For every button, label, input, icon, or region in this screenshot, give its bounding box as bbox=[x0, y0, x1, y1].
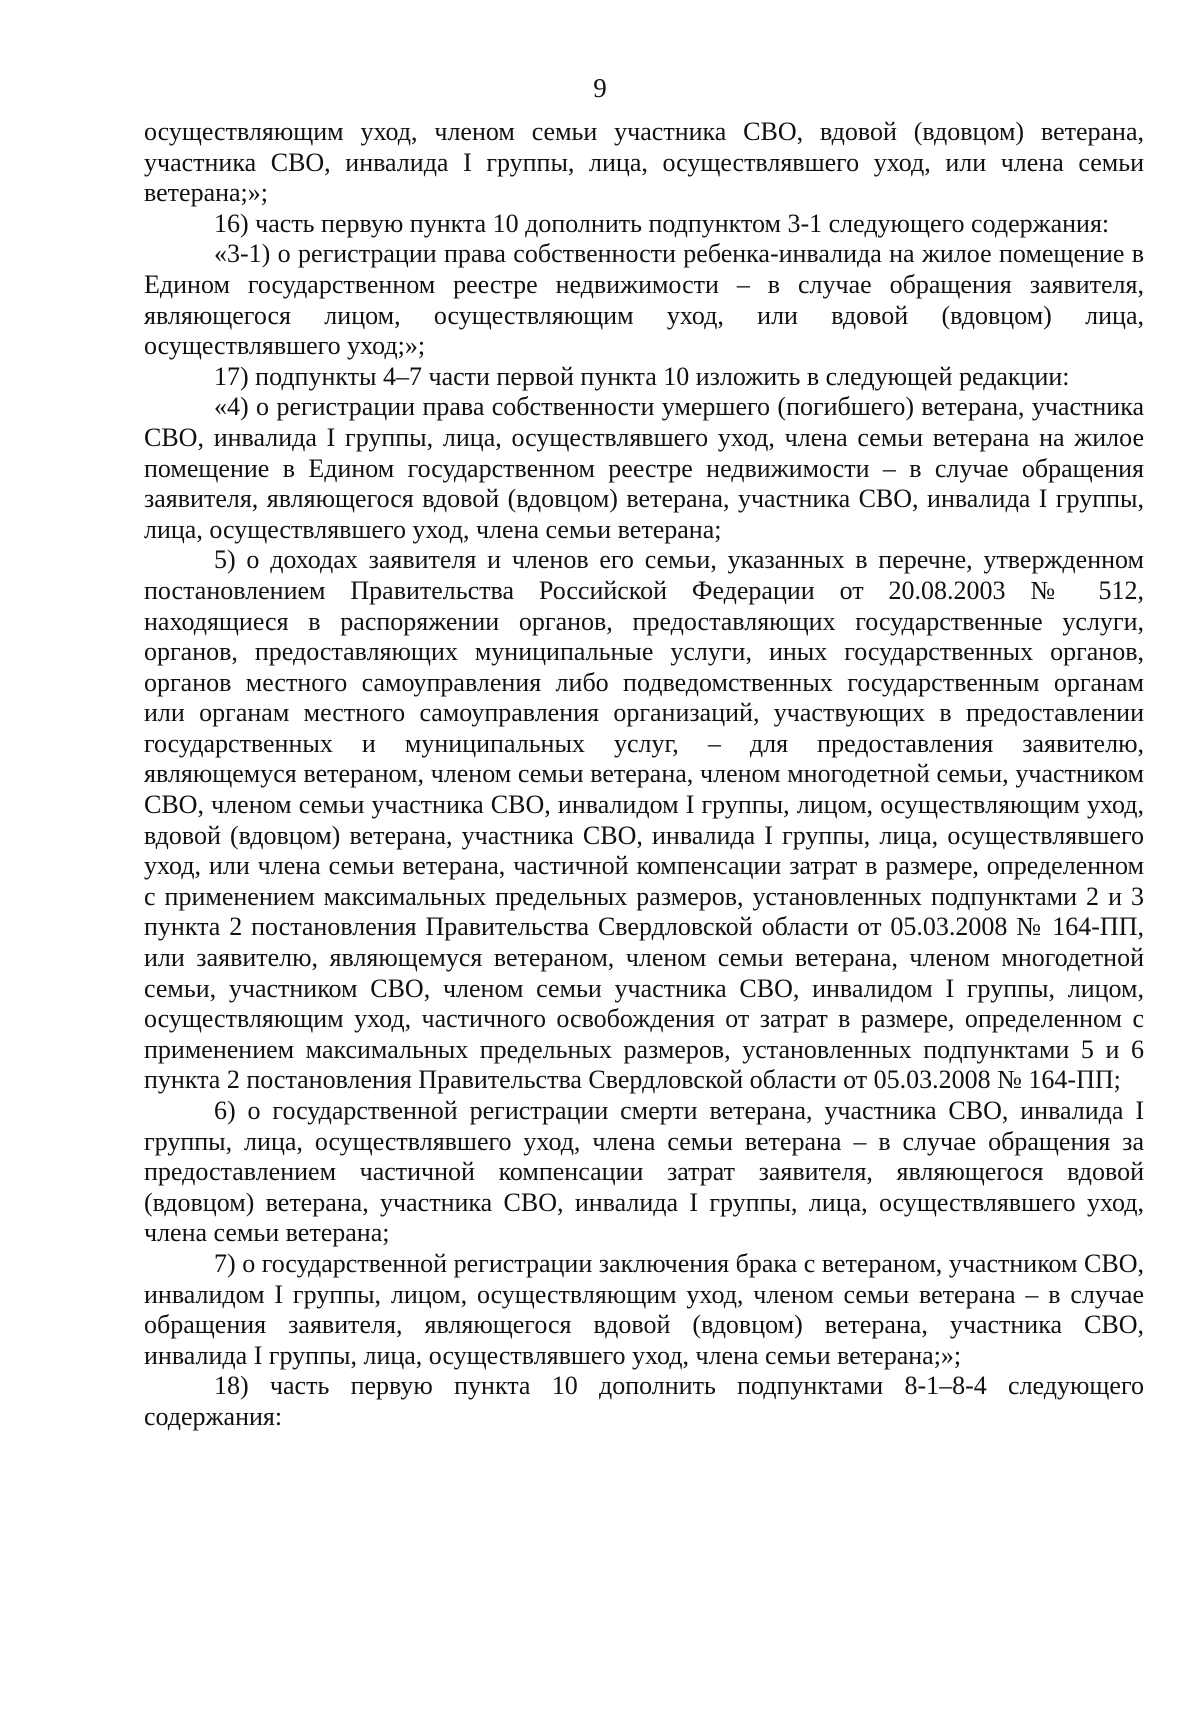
page-number: 9 bbox=[593, 73, 607, 103]
paragraph-item-18: 18) часть первую пункта 10 дополнить подпунктами 8-1–8-4 следующего содержания: bbox=[144, 1371, 1144, 1431]
paragraph-subitem-7: 7) о государственной регистрации заключения брака с ветераном, участником СВО, инвалидом I группы, лицом, осуществляющим уход, членом семьи ветерана – в случае обращения заявителя, являющегося вдовой (вдовцом) ветерана, участника СВО, инвалида I группы, лица, осуществлявшего уход, члена семьи ветерана;»; bbox=[144, 1248, 1144, 1370]
paragraph-subitem-4: «4) о регистрации права собственности умершего (погибшего) ветерана, участника СВО, инвалида I группы, лица, осуществлявшего уход, члена семьи ветерана на жилое помещение в Едином государственном реестре недвижимости – в случае обращения заявителя, являющегося вдовой (вдовцом) ветерана, участника СВО, инвалида I группы, лица, осуществлявшего уход, члена семьи ветерана; bbox=[144, 392, 1144, 544]
paragraph-subitem-6: 6) о государственной регистрации смерти ветерана, участника СВО, инвалида I группы, лица, осуществлявшего уход, члена семьи ветерана – в случае обращения за предоставлением частичной компенсации затрат заявителя, являющегося вдовой (вдовцом) ветерана, участника СВО, инвалида I группы, лица, осуществлявшего уход, члена семьи ветерана; bbox=[144, 1096, 1144, 1248]
document-body bbox=[144, 117, 1144, 1433]
paragraph-subitem-5: 5) о доходах заявителя и членов его семьи, указанных в перечне, утвержденном постановлением Правительства Российской Федерации от 20.08.2003 № 512, находящиеся в распоряжении органов, предоставляющих государственные услуги, органов, предоставляющих муниципальные услуги, иных государственных органов, органов местного самоуправления либо подведомственных государственным органам или органам местного самоуправления организаций, участвующих в предоставлении государственных и муниципальных услуг, – для предоставления заявителю, являющемуся ветераном, членом семьи ветерана, членом многодетной семьи, участником СВО, членом семьи участника СВО, инвалидом I группы, лицом, осуществляющим уход, вдовой (вдовцом) ветерана, участника СВО, инвалида I группы, лица, осуществлявшего уход, или члена семьи ветерана, частичной компенсации затрат в размере, определенном с применением максимальных предельных размеров, установленных подпунктами 2 и 3 пункта 2 постановления Правительства Свердловской области от 05.03.2008 № 164-ПП, или заявителю, являющемуся ветераном, членом семьи ветерана, членом многодетной семьи, участником СВО, членом семьи участника СВО, инвалидом I группы, лицом, осуществляющим уход, частичного освобождения от затрат в размере, определенном с применением максимальных предельных размеров, установленных подпунктами 5 и 6 пункта 2 постановления Правительства Свердловской области от 05.03.2008 № 164-ПП; bbox=[144, 545, 1144, 1095]
paragraph-continuation: осуществляющим уход, членом семьи участника СВО, вдовой (вдовцом) ветерана, участника СВО, инвалида I группы, лица, осуществлявшего уход, или члена семьи ветерана;»; bbox=[144, 117, 1144, 208]
paragraph-subitem-3-1: «3-1) о регистрации права собственности ребенка-инвалида на жилое помещение в Едином государственном реестре недвижимости – в случае обращения заявителя, являющегося лицом, осуществляющим уход, или вдовой (вдовцом) лица, осуществлявшего уход;»; bbox=[144, 239, 1144, 361]
paragraph-item-16: 16) часть первую пункта 10 дополнить подпунктом 3-1 следующего содержания: bbox=[214, 208, 1110, 238]
paragraph-item-17: 17) подпункты 4–7 части первой пункта 10 изложить в следующей редакции: bbox=[214, 361, 1070, 391]
